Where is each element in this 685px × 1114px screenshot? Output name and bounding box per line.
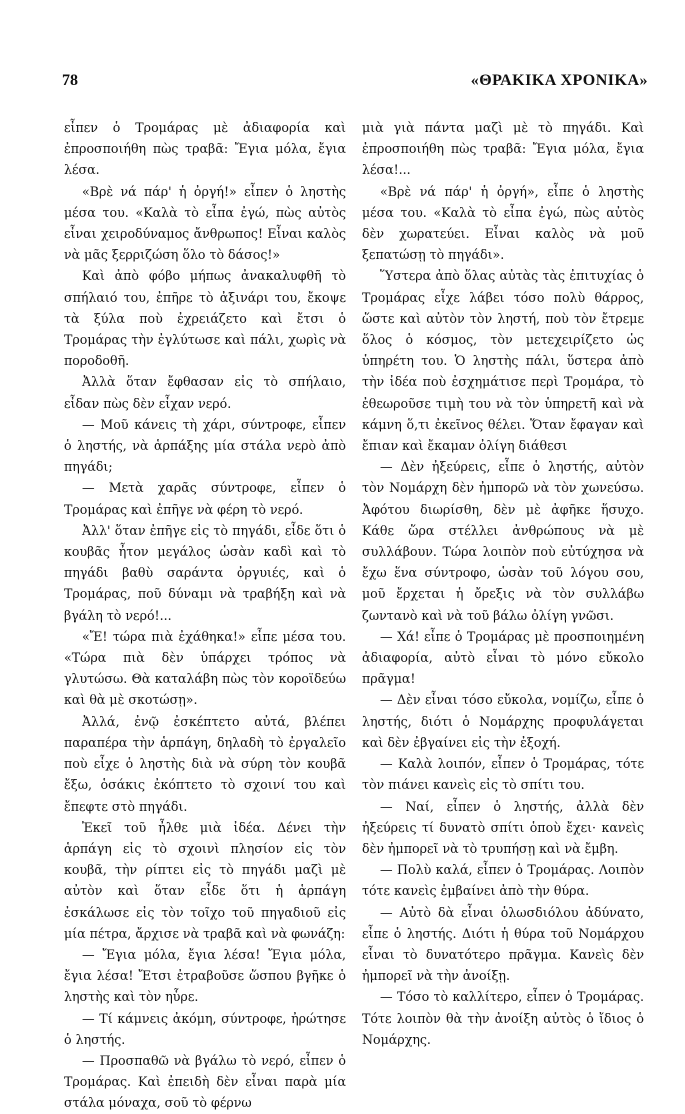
- paragraph: — Ναί, εἶπεν ὁ ληστής, ἀλλὰ δὲν ἠξεύρεις τί δυνατὸ σπίτι ὁποὺ ἔχει· κανεὶς δὲν ἠμπορεῖ νὰ τὸ τρυπήσῃ καὶ νὰ ἔμβη.: [362, 798, 644, 856]
- paragraph: Ἐκεῖ τοῦ ἦλθε μιὰ ἰδέα. Δένει τὴν ἁρπάγη εἰς τὸ σχοινὶ πλησίον εἰς τὸν κουβᾶ, τὴν ρίπτει εἰς τὸ πηγάδι μαζὶ μὲ αὐτὸν καὶ ὅταν εἶδε ὅτι ἡ ἁρπάγη ἐσκάλωσε εἰς τὸν τοῖχο τοῦ πηγαδιοῦ εἰς μία πέτρα, ἄρχισε νὰ τραβᾶ καὶ νὰ φωνάζη:: [64, 819, 346, 941]
- paragraph: — Προσπαθῶ νὰ βγάλω τὸ νερό, εἶπεν ὁ Τρομάρας. Καὶ ἐπειδὴ δὲν εἶναι παρὰ μία στάλα μόναχα, σοῦ τὸ φέρνω: [64, 1052, 346, 1111]
- paragraph: — Αὐτὸ δὰ εἶναι ὁλωσδιόλου ἀδύνατο, εἶπε ὁ ληστής. Διότι ἡ θύρα τοῦ Νομάρχου εἶναι τὸ δυνατότερο πρᾶγμα. Κανεὶς δὲν ἠμπορεῖ νὰ τὴν ἀνοίξῃ.: [362, 904, 644, 984]
- paragraph: — Πολὺ καλά, εἶπεν ὁ Τρομάρας. Λοιπὸν τότε κανεὶς ἐμβαίνει ἀπὸ τὴν θύρα.: [362, 862, 644, 899]
- paragraph: Ἀλλά, ἐνῷ ἐσκέπτετο αὐτά, βλέπει παραπέρα τὴν ἁρπάγη, δηλαδὴ τὸ ἐργαλεῖο ποὺ εἶχε ὁ ληστὴς διὰ νὰ σύρη τὸν κουβᾶ ἔξω, ὁσάκις ἐκόπτετο τὸ σχοινί του καὶ ἔπεφτε στὸ πηγάδι.: [64, 713, 346, 814]
- paragraph: — Τόσο τὸ καλλίτερο, εἶπεν ὁ Τρομάρας. Τότε λοιπὸν θὰ τὴν ἀνοίξη αὐτὸς ὁ ἴδιος ὁ Νομάρχης.: [362, 989, 644, 1047]
- paragraph: — Δὲν ἠξεύρεις, εἶπε ὁ ληστής, αὐτὸν τὸν Νομάρχη δὲν ἠμπορῶ νὰ τὸν χωνεύσω. Ἀφότου διωρίσθη, δὲν μὲ ἀφῆκε ἥσυχο. Κάθε ὥρα στέλλει ἀνθρώπους νὰ μὲ συλλάβουν. Τώρα λοιπὸν ποὺ εὐτύχησα νὰ ἔχω ἕνα σύντροφο, ὡσὰν τοῦ λόγου σου, μοῦ ἔρχεται ἡ ὄρεξις νὰ τὸν συλλάβω ζωντανὸ καὶ νὰ τοῦ βάλω ὀλίγη γνῶσι.: [362, 459, 644, 623]
- paragraph: Ὕστερα ἀπὸ ὅλας αὐτὰς τὰς ἐπιτυχίας ὁ Τρομάρας εἶχε λάβει τόσο πολὺ θάρρος, ὥστε καὶ αὐτὸν τὸν ληστή, ποὺ τὸν ἔτρεμε ὅλος ὁ κόσμος, τὸν μετεχειρίζετο ὡς ὑπηρέτη του. Ὁ ληστὴς πάλι, ὕστερα ἀπὸ τὴν ἰδέα ποὺ ἐσχημάτισε περὶ Τρομάρα, τὸ ἐθεωροῦσε τιμὴ του νὰ τὸν ὑπηρετῆ καὶ νὰ κάμνη ὅ,τι ἐκεῖνος θέλει. Ὅταν ἔφαγαν καὶ ἔπιαν καὶ ἔκαμαν ὀλίγη διάθεσι: [362, 268, 644, 454]
- right-column: [362, 117, 644, 1050]
- paragraph: Καὶ ἀπὸ φόβο μήπως ἀνακαλυφθῆ τὸ σπήλαιό του, ἐπῆρε τὸ ἀξινάρι του, ἔκοψε τὰ ξύλα ποὺ ἐχρειάζετο καὶ ἔτσι ὁ Τρομάρας τὴν ἐγλύτωσε καὶ πάλι, χωρὶς νὰ ποροδοθῆ.: [64, 268, 346, 369]
- paragraph: Ἀλλὰ ὅταν ἔφθασαν εἰς τὸ σπήλαιο, εἶδαν πὼς δὲν εἶχαν νερό.: [64, 374, 346, 411]
- paragraph: — Τί κάμνεις ἀκόμη, σύντροφε, ἠρώτησε ὁ ληστής.: [64, 1010, 346, 1047]
- paragraph: — Μοῦ κάνεις τὴ χάρι, σύντροφε, εἶπεν ὁ ληστής, νὰ ἁρπάξης μία στάλα νερὸ ἀπὸ πηγάδι;: [64, 416, 346, 475]
- page-number: 78: [62, 72, 78, 89]
- paragraph: — Χά! εἶπε ὁ Τρομάρας μὲ προσποιημένη ἀδιαφορία, αὐτὸ εἶναι τὸ μόνο εὔκολο πρᾶγμα!: [362, 628, 644, 687]
- paragraph: «Βρὲ νά πάρ' ἡ ὀργή», εἶπε ὁ ληστὴς μέσα του. «Καλὰ τὸ εἶπα ἐγώ, πὼς αὐτὸς δὲν χωρατεύει. Εἶναι καλὸς νὰ μοῦ ξεπατώσῃ τὸ πηγάδι».: [362, 183, 644, 263]
- paragraph: — Ἔγια μόλα, ἔγια λέσα! Ἔγια μόλα, ἔγια λέσα! Ἔτσι ἐτραβοῦσε ὥσπου βγῆκε ὁ ληστὴς καὶ τὸν ηὗρε.: [64, 946, 346, 1005]
- paragraph: Ἀλλ' ὅταν ἐπῆγε εἰς τὸ πηγάδι, εἶδε ὅτι ὁ κουβᾶς ἦτον μεγάλος ὡσὰν καδὶ καὶ τὸ πηγάδι βαθὺ σαράντα ὀργυιές, καὶ ὁ Τρομάρας, ποῦ δύναμι νὰ τραβήξη καὶ νὰ βγάλη τὸ νερό!...: [64, 522, 346, 623]
- paragraph: «Ἔ! τώρα πιὰ ἐχάθηκα!» εἶπε μέσα του. «Τώρα πιὰ δὲν ὑπάρχει τρόπος νὰ γλυτώσω. Θὰ καταλάβη πὼς τὸν κοροϊδεύω καὶ θὰ μὲ σκοτώσῃ».: [64, 628, 346, 708]
- paragraph: μιὰ γιὰ πάντα μαζὶ μὲ τὸ πηγάδι. Καὶ ἐπροσποιήθη πὼς τραβᾶ: Ἔγια μόλα, ἔγια λέσα!...: [362, 120, 644, 178]
- left-column: [64, 117, 346, 1114]
- running-title: «ΘΡΑΚΙΚΑ ΧΡΟΝΙΚΑ»: [470, 72, 648, 89]
- paragraph: — Δὲν εἶναι τόσο εὔκολα, νομίζω, εἶπε ὁ ληστής, διότι ὁ Νομάρχης προφυλάγεται καὶ δὲν ἐβγαίνει εἰς τὴν ἐξοχή.: [362, 692, 644, 750]
- paragraph: — Μετὰ χαρᾶς σύντροφε, εἶπεν ὁ Τρομάρας καὶ ἐπῆγε νὰ φέρη τὸ νερό.: [64, 480, 346, 517]
- paragraph: — Καλὰ λοιπόν, εἶπεν ὁ Τρομάρας, τότε τὸν πιάνει κανεὶς εἰς τὸ σπίτι του.: [362, 756, 644, 793]
- page-header: [62, 72, 648, 94]
- paragraph: εἶπεν ὁ Τρομάρας μὲ ἀδιαφορία καὶ ἐπροσποιήθη πὼς τραβᾶ: Ἔγια μόλα, ἔγια λέσα.: [64, 120, 346, 178]
- paragraph: «Βρὲ νά πάρ' ἡ ὀργή!» εἶπεν ὁ ληστὴς μέσα του. «Καλὰ τὸ εἶπα ἐγώ, πὼς αὐτὸς εἶναι χειροδύναμος ἄνθρωπος! Εἶναι καλὸς νὰ μᾶς ξερριζώση ὅλο τὸ δάσος!»: [64, 183, 346, 263]
